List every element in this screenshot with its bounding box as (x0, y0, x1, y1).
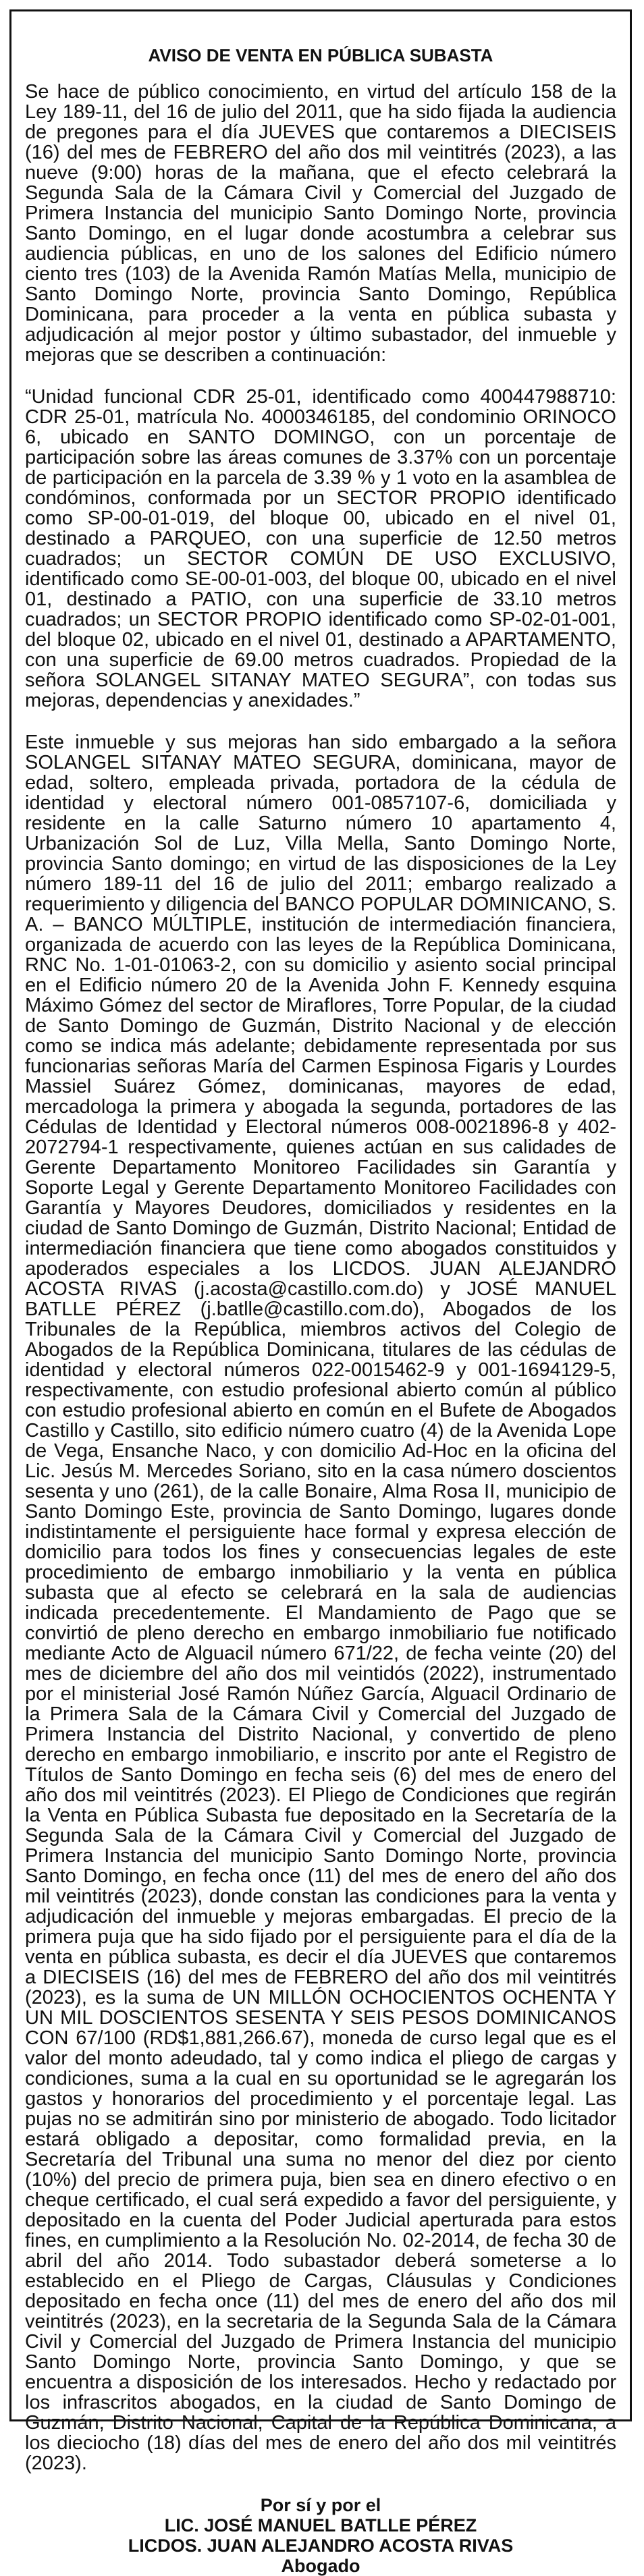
signature-lawyer-1: LIC. JOSÉ MANUEL BATLLE PÉREZ (164, 2515, 477, 2536)
signature-intro: Por sí y por el (260, 2495, 381, 2515)
notice-content (25, 45, 616, 2576)
notice-paragraph-hearing: Se hace de público conocimiento, en virtud del artículo 158 de la Ley 189-11, del 16 de julio del 2011, que ha sido fijada la audiencia de pregones para el día JUEVES que contaremos a DIECISEIS (16) del mes de FEBRERO del año dos mil veintitrés (2023), a las nueve (9:00) horas de la mañana, que el efecto celebrará la Segunda Sala de la Cámara Civil y Comercial del Juzgado de Primera Instancia del municipio Santo Domingo Norte, provincia Santo Domingo, en el lugar donde acostumbra a celebrar sus audiencia públicas, en uno de los salones del Edificio número ciento tres (103) de la Avenida Ramón Matías Mella, municipio de Santo Domingo Norte, provincia Santo Domingo, República Dominicana, para proceder a la venta en pública subasta y adjudicación al mejor postor y último subastador, del inmueble y mejoras que se describen a continuación: (25, 81, 616, 366)
signature-role: Abogado (281, 2556, 360, 2576)
notice-title: AVISO DE VENTA EN PÚBLICA SUBASTA (148, 45, 493, 65)
notice-frame (9, 9, 632, 2576)
notice-paragraph-property: “Unidad funcional CDR 25-01, identificado como 400447988710: CDR 25-01, matrícula No. 4000346185, del condominio ORINOCO 6, ubicado en SANTO DOMINGO, con un porcentaje de participación sobre las áreas comunes de 3.37% con un porcentaje de participación en la parcela de 3.39 % y 1 voto en la asamblea de condóminos, conformada por un SECTOR PROPIO identificado como SP-00-01-019, del bloque 00, ubicado en el nivel 01, destinado a PARQUEO, con una superficie de 12.50 metros cuadrados; un SECTOR COMÚN DE USO EXCLUSIVO, identificado como SE-00-01-003, del bloque 00, ubicado en el nivel 01, destinado a PATIO, con una superficie de 33.10 metros cuadrados; un SECTOR PROPIO identificado como SP-02-01-001, del bloque 02, ubicado en el nivel 01, destinado a APARTAMENTO, con una superficie de 69.00 metros cuadrados. Propiedad de la señora SOLANGEL SITANAY MATEO SEGURA”, con todas sus mejoras, dependencias y anexidades.” (25, 386, 616, 711)
notice-paragraph-details: Este inmueble y sus mejoras han sido embargado a la señora SOLANGEL SITANAY MATEO SEGURA, dominicana, mayor de edad, soltero, empleada privada, portadora de la cédula de identidad y electoral número 001-0857107-6, domiciliada y residente en la calle Saturno número 10 apartamento 4, Urbanización Sol de Luz, Villa Mella, Santo Domingo Norte, provincia Santo domingo; en virtud de las disposiciones de la Ley número 189-11 del 16 de julio del 2011; embargo realizado a requerimiento y diligencia del BANCO POPULAR DOMINICANO, S. A. – BANCO MÚLTIPLE, institución de intermediación financiera, organizada de acuerdo con las leyes de la República Dominicana, RNC No. 1-01-01063-2, con su domicilio y asiento social principal en el Edificio número 20 de la Avenida John F. Kennedy esquina Máximo Gómez del sector de Miraflores, Torre Popular, de la ciudad de Santo Domingo de Guzmán, Distrito Nacional y de elección como se indica más adelante; debidamente representada por sus funcionarias señoras María del Carmen Espinosa Figaris y Lourdes Massiel Suárez Gómez, dominicanas, mayores de edad, mercadologa la primera y abogada la segunda, portadores de las Cédulas de Identidad y Electoral números 008-0021896-8 y 402-2072794-1 respectivamente, quienes actúan en sus calidades de Gerente Departamento Monitoreo Facilidades sin Garantía y Soporte Legal y Gerente Departamento Monitoreo Facilidades con Garantía y Mayores Deudores, domiciliados y residentes en la ciudad de Santo Domingo de Guzmán, Distrito Nacional; Entidad de intermediación financiera que tiene como abogados constituidos y apoderados especiales a los LICDOS. JUAN ALEJANDRO ACOSTA RIVAS (j.acosta@castillo.com.do) y JOSÉ MANUEL BATLLE PÉREZ (j.batlle@castillo.com.do), Abogados de los Tribunales de la República, miembros activos del Colegio de Abogados de la República Dominicana, titulares de las cédulas de identidad y electoral números 022-0015462-9 y 001-1694129-5, respectivamente, con estudio profesional abierto común al público con estudio profesional abierto en común en el Bufete de Abogados Castillo y Castillo, sito edificio número cuatro (4) de la Avenida Lope de Vega, Ensanche Naco, y con domicilio Ad-Hoc en la oficina del Lic. Jesús M. Mercedes Soriano, sito en la casa número doscientos sesenta y uno (261), de la calle Bonaire, Alma Rosa II, municipio de Santo Domingo Este, provincia de Santo Domingo, lugares donde indistintamente el persiguiente hace formal y expresa elección de domicilio para todos los fines y consecuencias legales de este procedimiento de embargo inmobiliario y la venta en pública subasta que al efecto se celebrará en la sala de audiencias indicada precedentemente. El Mandamiento de Pago que se convirtió de pleno derecho en embargo inmobiliario fue notificado mediante Acto de Alguacil número 671/22, de fecha veinte (20) del mes de diciembre del año dos mil veintidós (2022), instrumentado por el ministerial José Ramón Núñez García, Alguacil Ordinario de la Primera Sala de la Cámara Civil y Comercial del Juzgado de Primera Instancia del Distrito Nacional, y convertido de pleno derecho en embargo inmobiliario, e inscrito por ante el Registro de Títulos de Santo Domingo en fecha seis (6) del mes de enero del año dos mil veintitrés (2023). El Pliego de Condiciones que regirán la Venta en Pública Subasta fue depositado en la Secretaría de la Segunda Sala de la Cámara Civil y Comercial del Juzgado de Primera Instancia del municipio Santo Domingo Norte, provincia Santo Domingo, en fecha once (11) del mes de enero del año dos mil veintitrés (2023), donde constan las condiciones para la venta y adjudicación del inmueble y mejoras embargadas. El precio de la primera puja que ha sido fijado por el persiguiente para el día de la venta en pública subasta, es decir el día JUEVES que contaremos a DIECISEIS (16) del mes de FEBRERO del año dos mil veintitrés (2023), es la suma de UN MILLÓN OCHOCIENTOS OCHENTA Y UN MIL DOSCIENTOS SESENTA Y SEIS PESOS DOMINICANOS CON 67/100 (RD$1,881,266.67), moneda de curso legal que es el valor del monto adeudado, tal y como indica el pliego de cargas y condiciones, suma a la cual en su oportunidad se le agregarán los gastos y honorarios del procedimiento y el porcentaje legal. Las pujas no se admitirán sino por ministerio de abogado. Todo licitador estará obligado a depositar, como formalidad previa, en la Secretaría del Tribunal una suma no menor del diez por ciento (10%) del precio de primera puja, bien sea en dinero efectivo o en cheque certificado, el cual será expedido a favor del persiguiente, y depositado en la cuenta del Poder Judicial aperturada para estos fines, en cumplimiento a la Resolución No. 02-2014, de fecha 30 de abril del año 2014. Todo subastador deberá someterse a lo establecido en el Pliego de Cargas, Cláusulas y Condiciones depositado en fecha once (11) del mes de enero del año dos mil veintitrés (2023), en la secretaria de la Segunda Sala de la Cámara Civil y Comercial del Juzgado de Primera Instancia del municipio Santo Domingo Norte, provincia Santo Domingo, y que se encuentra a disposición de los interesados. Hecho y redactado por los infrascritos abogados, en la ciudad de Santo Domingo de Guzmán, Distrito Nacional, Capital de la República Dominicana, a los dieciocho (18) días del mes de enero del año dos mil veintitrés (2023). (25, 732, 616, 2474)
signature-lawyer-2: LICDOS. JUAN ALEJANDRO ACOSTA RIVAS (128, 2536, 514, 2556)
